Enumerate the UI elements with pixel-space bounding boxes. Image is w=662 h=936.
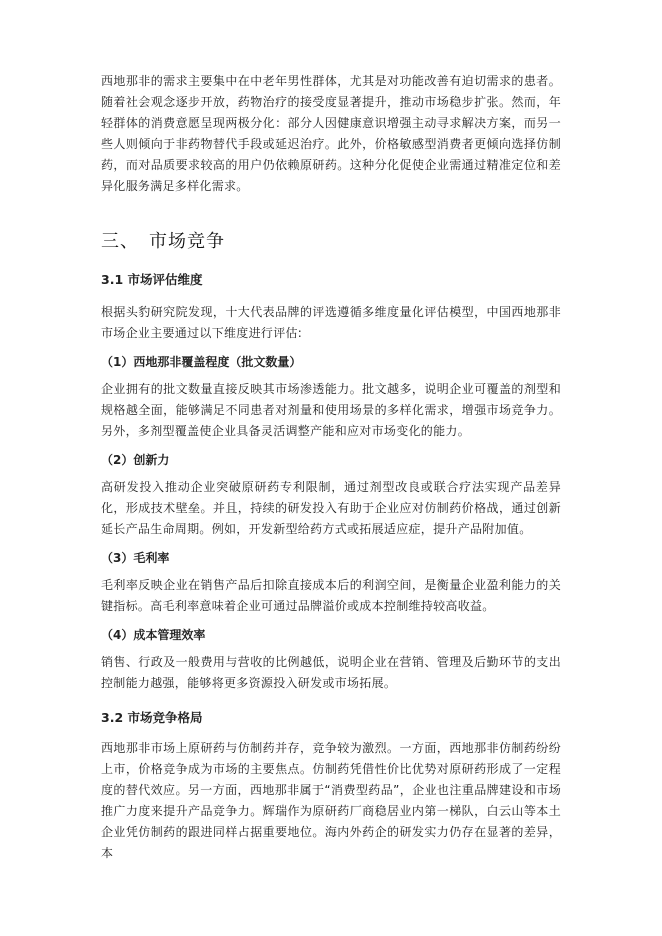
subsection-heading-3-2: 3.2 市场竞争格局 bbox=[101, 710, 203, 725]
criterion-text-cost-efficiency: 销售、行政及一般费用与营收的比例越低，说明企业在营销、管理及后勤环节的支出控制能力越强，能够将更多资源投入研发或市场拓展。 bbox=[101, 655, 561, 690]
subsection-heading-3-1: 3.1 市场评估维度 bbox=[101, 272, 203, 287]
section-heading bbox=[101, 230, 561, 254]
criterion-heading-coverage: （1）西地那非覆盖程度（批文数量） bbox=[101, 355, 302, 369]
criterion-text-coverage: 企业拥有的批文数量直接反映其市场渗透能力。批文越多，说明企业可覆盖的剂型和规格越全面，能够满足不同患者对剂量和使用场景的多样化需求，增强市场竞争力。另外，多剂型覆盖使企业具备灵活调整产能和应对市场变化的能力。 bbox=[101, 382, 561, 438]
section-title: 市场竞争 bbox=[149, 231, 225, 252]
criterion-heading-innovation: （2）创新力 bbox=[101, 453, 170, 467]
criterion-text-gross-margin: 毛利率反映企业在销售产品后扣除直接成本后的利润空间，是衡量企业盈利能力的关键指标。高毛利率意味着企业可通过品牌溢价或成本控制维持较高收益。 bbox=[101, 578, 561, 613]
subsection-3-1-intro: 根据头豹研究院发现，十大代表品牌的评选遵循多维度量化评估模型，中国西地那非市场企业主要通过以下维度进行评估: bbox=[101, 305, 561, 340]
criterion-heading-gross-margin: （3）毛利率 bbox=[101, 551, 170, 565]
section-number: 三、 bbox=[101, 231, 139, 252]
subsection-3-2-text: 西地那非市场上原研药与仿制药并存，竞争较为激烈。一方面，西地那非仿制药纷纷上市，价格竞争成为市场的主要焦点。仿制药凭借性价比优势对原研药形成了一定程度的替代效应。另一方面，西地那非属于“消费型药品”，企业也注重品牌建设和市场推广力度来提升产品竞争力。辉瑞作为原研药厂商稳居业内第一梯队，白云山等本土企业凭仿制药的跟进同样占据重要地位。海内外药企的研发实力仍存在显著的差异，本 bbox=[101, 741, 561, 860]
criterion-heading-cost-efficiency: （4）成本管理效率 bbox=[101, 628, 206, 642]
document-page bbox=[101, 71, 561, 864]
intro-paragraph: 西地那非的需求主要集中在中老年男性群体，尤其是对功能改善有迫切需求的患者。随着社会观念逐步开放，药物治疗的接受度显著提升，推动市场稳步扩张。然而，年轻群体的消费意愿呈现两极分化：部分人因健康意识增强主动寻求解决方案，而另一些人则倾向于非药物替代手段或延迟治疗。此外，价格敏感型消费者更倾向选择仿制药，而对品质要求较高的用户仍依赖原研药。这种分化促使企业需通过精准定位和差异化服务满足多样化需求。 bbox=[101, 74, 561, 193]
criterion-text-innovation: 高研发投入推动企业突破原研药专利限制，通过剂型改良或联合疗法实现产品差异化，形成技术壁垒。并且，持续的研发投入有助于企业应对仿制药价格战，通过创新延长产品生命周期。例如，开发新型给药方式或拓展适应症，提升产品附加值。 bbox=[101, 480, 561, 536]
